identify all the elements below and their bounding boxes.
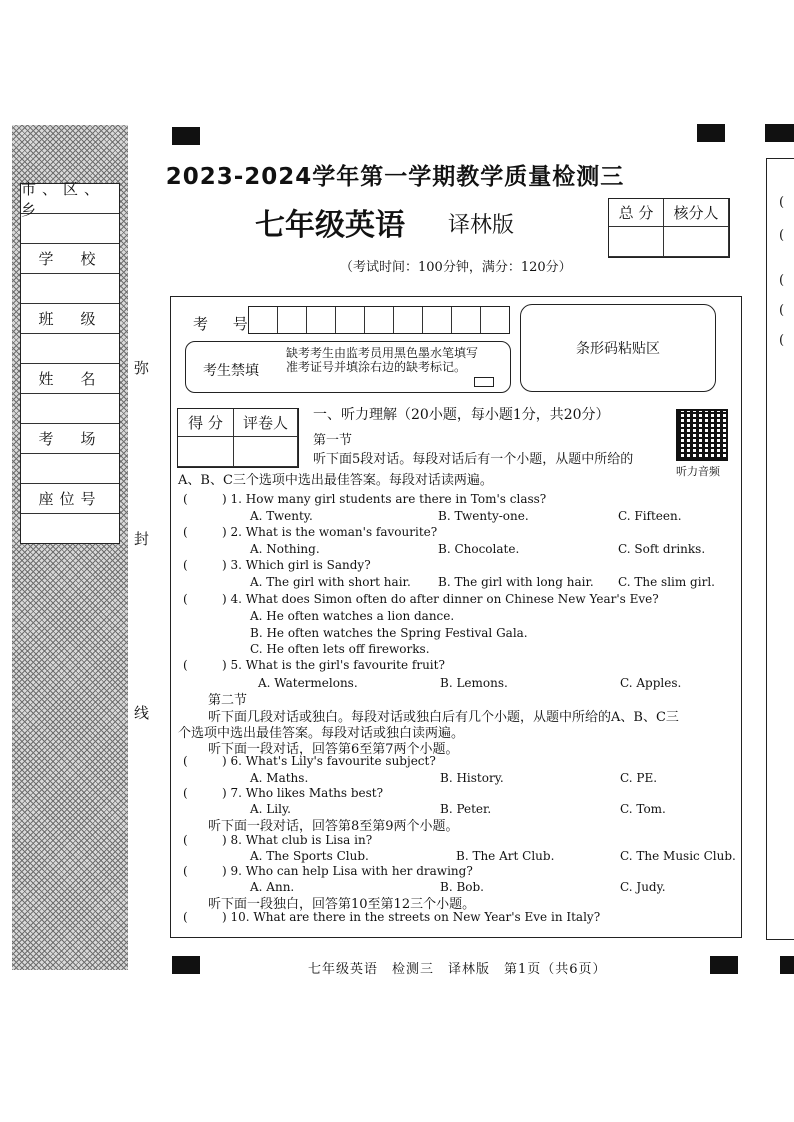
part2-title: 第二节 bbox=[208, 693, 248, 708]
option-6b: B. History. bbox=[440, 771, 504, 785]
option-9a: A. Ann. bbox=[250, 880, 295, 894]
option-8c: C. The Music Club. bbox=[620, 849, 736, 863]
sub-instruction-1: 听下面一段对话，回答第6至第7两个小题。 bbox=[208, 742, 459, 757]
question-4: ) 4. What does Simon often do after dinner on Chinese New Year's Eve? bbox=[222, 592, 659, 606]
question-3: ) 3. Which girl is Sandy? bbox=[222, 558, 371, 572]
question-8: ) 8. What club is Lisa in? bbox=[222, 833, 373, 847]
option-5c: C. Apples. bbox=[620, 676, 682, 690]
seal-char-2: 封 bbox=[134, 530, 150, 548]
option-6c: C. PE. bbox=[620, 771, 658, 785]
option-9b: B. Bob. bbox=[440, 880, 484, 894]
sub-instruction-2: 听下面一段对话，回答第8至第9两个小题。 bbox=[208, 819, 459, 834]
total-score-box bbox=[608, 198, 730, 258]
option-5a: A. Watermelons. bbox=[258, 676, 358, 690]
field-school-blank[interactable] bbox=[21, 274, 119, 304]
question-1: ) 1. How many girl students are there in Tom's class? bbox=[222, 492, 547, 506]
part1-instruction: 听下面5段对话。每段对话后有一个小题，从题中所给的 bbox=[313, 452, 634, 467]
field-name-blank[interactable] bbox=[21, 394, 119, 424]
option-7b: B. Peter. bbox=[440, 802, 492, 816]
option-2b: B. Chocolate. bbox=[438, 542, 520, 556]
grader-person-cell[interactable] bbox=[234, 437, 298, 467]
option-5b: B. Lemons. bbox=[440, 676, 508, 690]
page-footer: 七年级英语 检测三 译林版 第1页（共6页） bbox=[308, 962, 607, 977]
part1-instruction: A、B、C三个选项中选出最佳答案。每段对话读两遍。 bbox=[178, 473, 493, 488]
field-class: 班 级 bbox=[21, 304, 119, 334]
question-2: ) 2. What is the woman's favourite? bbox=[222, 525, 438, 539]
qr-code-icon[interactable] bbox=[676, 409, 728, 461]
student-info-table bbox=[20, 179, 120, 544]
next-page-paren: ( bbox=[779, 273, 785, 288]
option-3c: C. The slim girl. bbox=[618, 575, 715, 589]
field-seat-blank[interactable] bbox=[21, 514, 119, 543]
forbidden-label: 考生禁填 bbox=[203, 363, 259, 379]
score-checker-label: 核分人 bbox=[664, 199, 729, 227]
option-3b: B. The girl with long hair. bbox=[438, 575, 594, 589]
answer-paren[interactable]: ( bbox=[183, 492, 188, 506]
part2-instruction: 个选项中选出最佳答案。每段对话或独白读两遍。 bbox=[178, 726, 465, 741]
option-2c: C. Soft drinks. bbox=[618, 542, 706, 556]
field-region: 市、区、乡 bbox=[21, 184, 119, 214]
field-name: 姓 名 bbox=[21, 364, 119, 394]
barcode-area: 条形码粘贴区 bbox=[520, 304, 716, 392]
option-8b: B. The Art Club. bbox=[456, 849, 555, 863]
option-6a: A. Maths. bbox=[250, 771, 309, 785]
edition-label: 译林版 bbox=[448, 213, 515, 238]
exam-number-label: 考 号 bbox=[193, 315, 258, 333]
option-1c: C. Fifteen. bbox=[618, 509, 682, 523]
option-7c: C. Tom. bbox=[620, 802, 666, 816]
grader-person-label: 评卷人 bbox=[234, 409, 298, 437]
question-10: ) 10. What are there in the streets on New Year's Eve in Italy? bbox=[222, 910, 601, 924]
grader-score-label: 得 分 bbox=[178, 409, 234, 437]
total-score-cell[interactable] bbox=[609, 227, 664, 257]
option-4b: B. He often watches the Spring Festival Gala. bbox=[250, 626, 528, 640]
exam-info: （考试时间：100分钟，满分：120分） bbox=[340, 260, 572, 275]
option-8a: A. The Sports Club. bbox=[250, 849, 369, 863]
answer-paren[interactable]: ( bbox=[183, 833, 188, 847]
field-class-blank[interactable] bbox=[21, 334, 119, 364]
answer-paren[interactable]: ( bbox=[183, 592, 188, 606]
subject-title: 七年级英语 bbox=[255, 208, 405, 243]
section-title: 一、听力理解（20小题，每小题1分，共20分） bbox=[313, 407, 610, 423]
option-9c: C. Judy. bbox=[620, 880, 666, 894]
total-score-label: 总 分 bbox=[609, 199, 664, 227]
registration-mark bbox=[710, 956, 738, 974]
part2-instruction: 听下面几段对话或独白。每段对话或独白后有几个小题，从题中所给的A、B、C三 bbox=[208, 710, 679, 725]
question-7: ) 7. Who likes Maths best? bbox=[222, 786, 384, 800]
question-9: ) 9. Who can help Lisa with her drawing? bbox=[222, 864, 473, 878]
answer-paren[interactable]: ( bbox=[183, 786, 188, 800]
next-page-paren: ( bbox=[779, 333, 785, 348]
grader-score-cell[interactable] bbox=[178, 437, 234, 467]
score-checker-cell[interactable] bbox=[664, 227, 729, 257]
option-1b: B. Twenty-one. bbox=[438, 509, 529, 523]
field-room-blank[interactable] bbox=[21, 454, 119, 484]
answer-paren[interactable]: ( bbox=[183, 754, 188, 768]
next-page-paren: ( bbox=[779, 195, 785, 210]
option-4c: C. He often lets off fireworks. bbox=[250, 642, 430, 656]
seal-char-1: 弥 bbox=[134, 359, 150, 377]
registration-mark bbox=[172, 956, 200, 974]
exam-title: 2023-2024学年第一学期教学质量检测三 bbox=[165, 164, 625, 190]
registration-mark bbox=[780, 956, 794, 974]
answer-paren[interactable]: ( bbox=[183, 525, 188, 539]
option-3a: A. The girl with short hair. bbox=[250, 575, 411, 589]
part1-title: 第一节 bbox=[313, 433, 353, 448]
next-page-paren: ( bbox=[779, 303, 785, 318]
seal-char-3: 线 bbox=[134, 704, 150, 722]
registration-mark bbox=[172, 127, 200, 145]
field-room: 考 场 bbox=[21, 424, 119, 454]
next-page-paren: ( bbox=[779, 228, 785, 243]
answer-paren[interactable]: ( bbox=[183, 658, 188, 672]
exam-number-boxes[interactable] bbox=[248, 306, 510, 334]
answer-paren[interactable]: ( bbox=[183, 864, 188, 878]
question-6: ) 6. What's Lily's favourite subject? bbox=[222, 754, 436, 768]
sub-instruction-3: 听下面一段独白，回答第10至第12三个小题。 bbox=[208, 897, 476, 912]
answer-paren[interactable]: ( bbox=[183, 558, 188, 572]
registration-mark bbox=[697, 124, 725, 142]
forbidden-note: 缺考考生由监考员用黑色墨水笔填写准考证号并填涂右边的缺考标记。 bbox=[286, 346, 479, 374]
question-5: ) 5. What is the girl's favourite fruit? bbox=[222, 658, 445, 672]
option-2a: A. Nothing. bbox=[250, 542, 320, 556]
field-school: 学 校 bbox=[21, 244, 119, 274]
grader-box bbox=[177, 408, 299, 468]
option-7a: A. Lily. bbox=[250, 802, 291, 816]
field-seat: 座位号 bbox=[21, 484, 119, 514]
qr-label: 听力音频 bbox=[676, 465, 720, 478]
option-1a: A. Twenty. bbox=[250, 509, 313, 523]
answer-paren[interactable]: ( bbox=[183, 910, 188, 924]
registration-mark bbox=[765, 124, 794, 142]
option-4a: A. He often watches a lion dance. bbox=[250, 609, 455, 623]
absence-mark-box[interactable] bbox=[474, 377, 494, 387]
